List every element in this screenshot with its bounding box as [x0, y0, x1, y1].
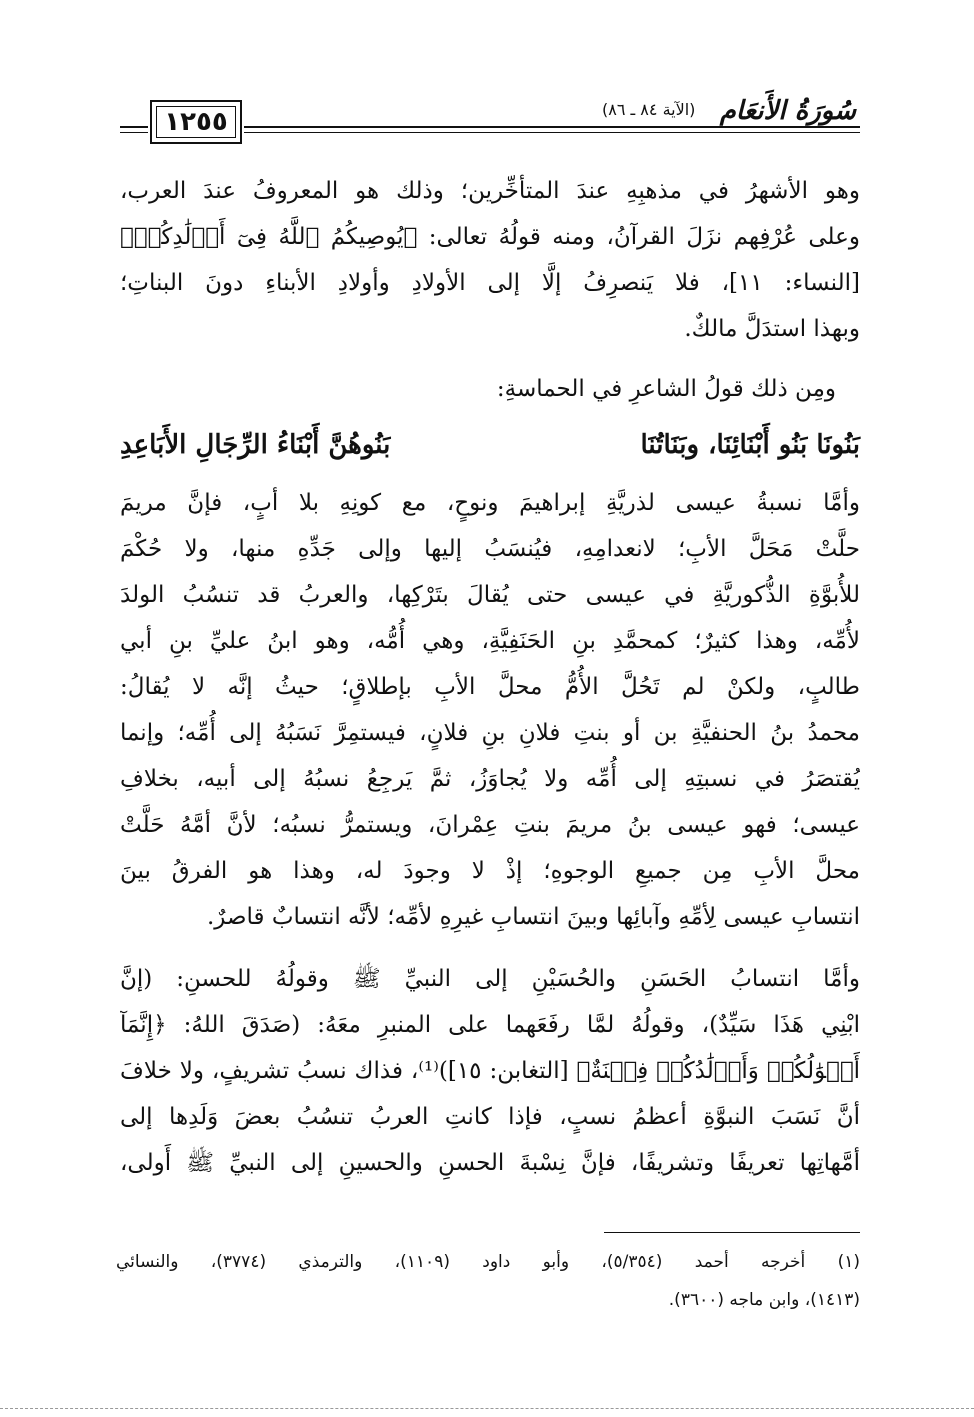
text-line: وبهذا استدَلَّ مالكٌ.	[684, 316, 860, 342]
text-line: انتسابِ عيسى لِأمِّهِ وآبائِها وبينَ انتسابِ غيرِهِ لأمِّه؛ لأنَّه انتسابٌ قاصرٌ.	[206, 904, 860, 930]
text-line: حلَّتْ مَحَلَّ الأبِ؛ لانعدامِهِ، فيُنسَبُ إليها وإلى جَدِّهِ منها، ولا حُكْمَ	[120, 536, 860, 562]
footnote-separator	[604, 1232, 860, 1233]
poem-hemistich-right: بَنُونَا بَنُو أَبْنَائِنَا، وبَنَاتُنَا	[640, 430, 860, 460]
text-line: يُقتصَرُ في نسبتِهِ إلى أُمِّه ولا يُجاوَزُ، ثمَّ يَرجِعُ نسبُهُ إلى أبيه، بخلافِ	[120, 766, 860, 792]
header-rule-left-thin	[120, 132, 148, 133]
surah-title: سُورَةُ الأَنعَام	[719, 96, 856, 126]
text-line: وعلى عُرْفِهم نزَلَ القرآنُ، ومنه قولُهُ تعالى: ﴿يُوصِيكُمُ ٱللَّهُ فِىٓ أَوۡلَٰدِكُمۡ﴾	[120, 224, 860, 250]
text-line: أَمۡوَٰلُكُمۡ وَأَوۡلَٰدُكُمۡ فِتۡنَةٌ﴾ [التغابن: ١٥])⁽¹⁾، فذاك نسبُ تشريفٍ، ولا خلافَ	[120, 1058, 860, 1084]
footnote-line: (١٤١٣)، وابن ماجه (٣٦٠٠).	[668, 1290, 860, 1310]
page-number-box	[150, 100, 242, 144]
text-line: طالبٍ، ولكنْ لم تَحُلَّ الأُمُّ محلَّ الأبِ بإطلاقٍ؛ حيثُ إنَّه لا يُقالُ:	[120, 674, 860, 700]
text-line: أنَّ نَسَبَ النبوَّةِ أعظمُ نسبٍ، فإذا كانتِ العربُ تنسُبُ بعضَ وَلَدِها إلى	[120, 1104, 860, 1130]
poem-hemistich-left: بَنُوهُنَّ أَبْنَاءُ الرِّجَالِ الأَبَاعِدِ	[120, 430, 391, 460]
text-line: محمدُ بنُ الحنفيَّةِ بن أو بنتِ فلانِ بنِ فلانٍ، فيستمِرَّ نَسَبُهُ إلى أُمِّه؛ وإنما	[120, 720, 860, 746]
text-line: لأُمِّه، وهذا كثيرٌ؛ كمحمَّدِ بنِ الحَنَفِيَّةِ، وهي أُمُّه، وهو ابنُ عليِّ بنِ أبي	[120, 628, 860, 654]
footnote-line: (١) أخرجه أحمد (٥/٣٥٤)، وأبو داود (١١٠٩)، والترمذي (٣٧٧٤)، والنسائي	[116, 1252, 860, 1272]
poem-intro: ومِن ذلك قولُ الشاعرِ في الحماسةِ:	[496, 376, 836, 402]
page-number: ١٢٥٥	[164, 107, 228, 137]
text-line: عيسى؛ فهو عيسى بنُ مريمَ بنتِ عِمْرانَ، ويستمرُّ نسبُه؛ لأنَّ أمَّهُ حَلَّتْ	[120, 812, 860, 838]
header-rule-main	[244, 126, 860, 128]
text-line: وأمَّا انتسابُ الحَسَنِ والحُسَيْنِ إلى النبيِّ ﷺ وقولُهُ للحسنِ: (إنَّ	[120, 966, 860, 992]
text-line: وهو الأشهرُ في مذهبِهِ عندَ المتأخِّرين؛ وذلك هو المعروفُ عندَ العرب،	[120, 178, 860, 204]
text-line: ابْنِي هَذَا سَيِّدٌ)، وقولُهُ لمَّا رفَعَهما على المنبرِ معَهُ: (صَدَقَ اللهُ: ﴿إِنَّمَآ	[120, 1012, 860, 1038]
text-line: محلَّ الأبِ مِن جميعِ الوجوهِ؛ إذْ لا وجودَ له، وهذا هو الفرقُ بينَ	[120, 858, 860, 884]
poem-verse	[120, 420, 860, 470]
text-line: وأمَّا نسبةُ عيسى لذريَّةِ إبراهيمَ ونوحٍ، مع كونِهِ بلا أبٍ، فإنَّ مريمَ	[120, 490, 860, 516]
page-bottom-edge	[0, 1408, 974, 1409]
text-line: أمَّهاتِها تعريفًا وتشريفًا، فإنَّ نِسْبةَ الحسنِ والحسينِ إلى النبيِّ ﷺ أَولى،	[120, 1150, 860, 1176]
text-line: [النساء: ١١]، فلا يَنصرِفُ إلَّا إلى الأولادِ وأولادِ الأبناءِ دونَ البناتِ؛	[120, 270, 860, 296]
header-rule-main-thin	[244, 132, 860, 133]
text-line: للأُبوَّةِ الذُّكوريَّةِ في عيسى حتى يُقالَ بتَرْكِها، والعربُ قد تنسُبُ الولدَ	[120, 582, 860, 608]
ayah-range: (الآية ٨٤ ـ ٨٦)	[602, 100, 696, 119]
header-rule-left	[120, 126, 148, 128]
